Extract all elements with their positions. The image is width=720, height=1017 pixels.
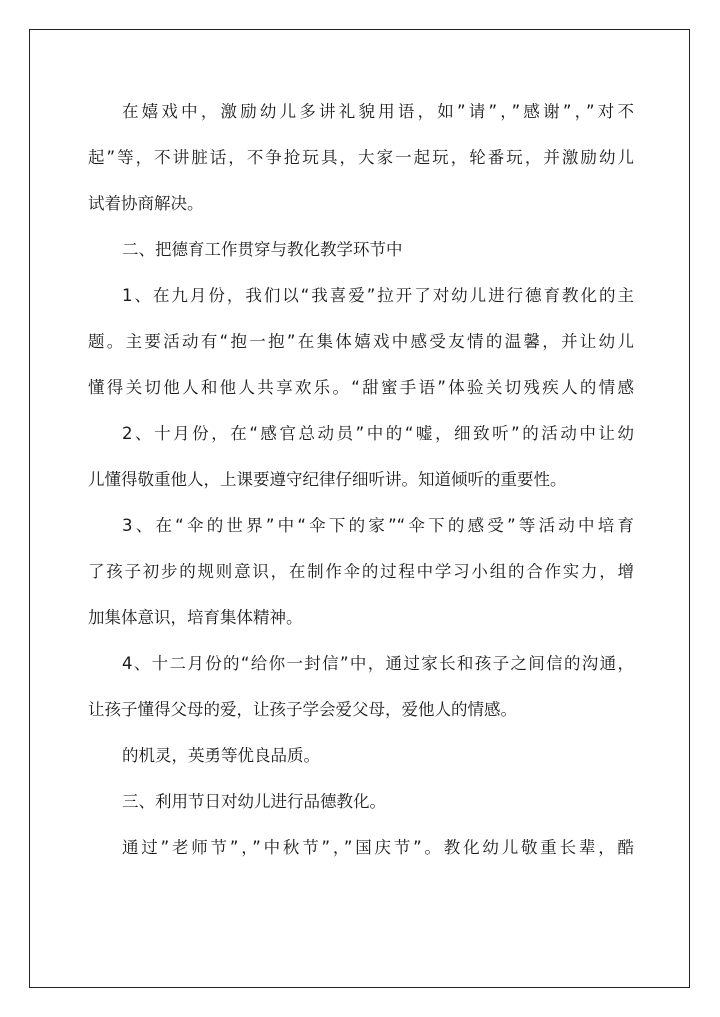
paragraph-line: 题。主要活动有“抱一抱”在集体嬉戏中感受友情的温馨，并让幼儿 [88, 332, 634, 351]
paragraph-line: 2、十月份，在“感官总动员”中的“嘘，细致听”的活动中让幼 [122, 424, 634, 443]
paragraph-line: 加集体意识，培育集体精神。 [88, 608, 303, 627]
paragraph-line: 起”等，不讲脏话，不争抢玩具，大家一起玩，轮番玩，并激励幼儿 [88, 148, 634, 167]
paragraph-line: 儿懂得敬重他人，上课要遵守纪律仔细听讲。知道倾听的重要性。 [88, 470, 567, 489]
paragraph-line: 让孩子懂得父母的爱，让孩子学会爱父母，爱他人的情感。 [88, 700, 517, 719]
paragraph-line: 懂得关切他人和他人共享欢乐。“甜蜜手语”体验关切残疾人的情感 [88, 378, 634, 397]
paragraph-line: 4、十二月份的“给你一封信”中，通过家长和孩子之间信的沟通， [122, 654, 634, 673]
paragraph-line: 试着协商解决。 [88, 194, 204, 213]
paragraph-line: 3、在“伞的世界”中“伞下的家”“伞下的感受”等活动中培育 [122, 516, 634, 535]
paragraph-line: 的机灵，英勇等优良品质。 [122, 746, 320, 765]
section-heading: 二、把德育工作贯穿与教化教学环节中 [122, 240, 403, 259]
paragraph-line: 在嬉戏中，激励幼儿多讲礼貌用语，如”请”，”感谢”，”对不 [122, 102, 634, 121]
paragraph-line: 了孩子初步的规则意识，在制作伞的过程中学习小组的合作实力，增 [88, 562, 634, 581]
paragraph-line: 1、在九月份，我们以“我喜爱”拉开了对幼儿进行德育教化的主 [122, 286, 634, 305]
document-body [88, 93, 634, 875]
paragraph-line: 通过”老师节”，”中秋节”，”国庆节”。教化幼儿敬重长辈，酷 [122, 838, 634, 857]
section-heading: 三、利用节日对幼儿进行品德教化。 [122, 792, 386, 811]
